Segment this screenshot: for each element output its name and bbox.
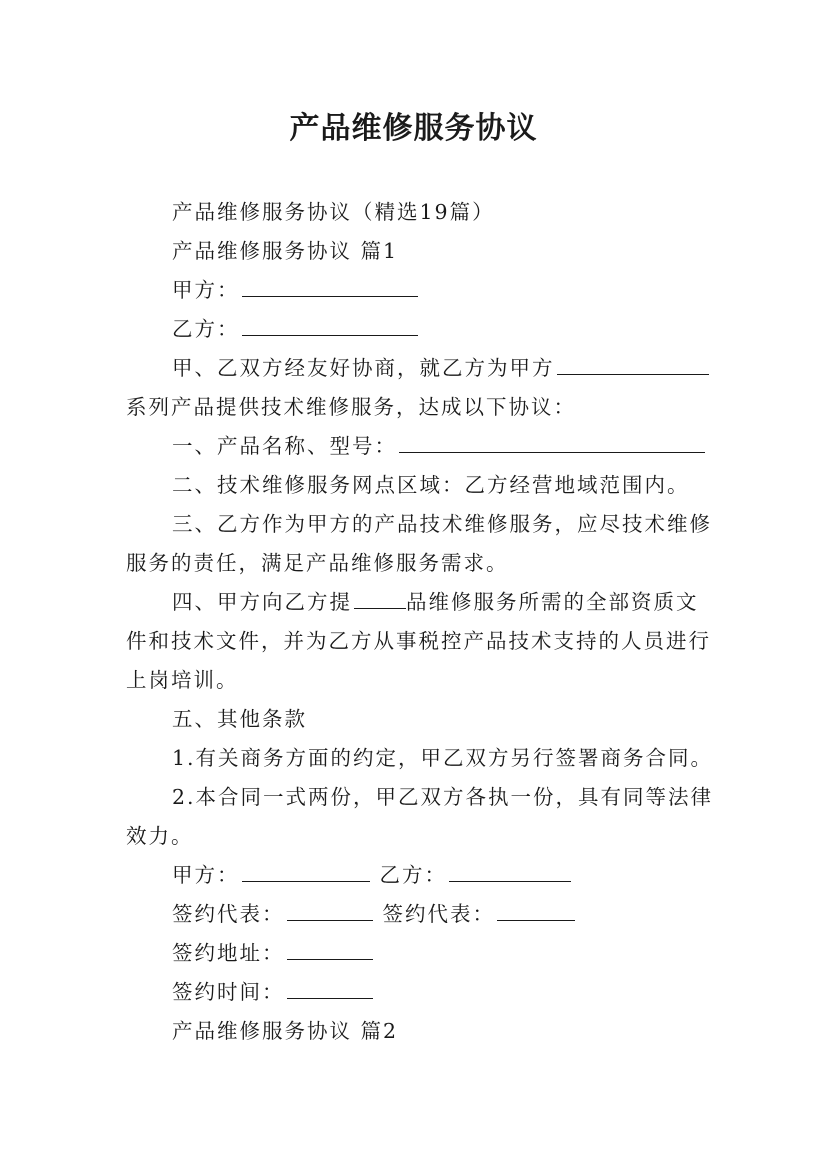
date-blank: [287, 978, 373, 999]
signature-rep-line: [172, 900, 575, 928]
clause-4-end: 上岗培训。: [126, 668, 239, 692]
clause-4-cont: 件和技术文件，并为乙方从事税控产品技术支持的人员进行: [126, 629, 711, 653]
clause-1-line: [172, 432, 705, 460]
clause-2: 二、技术维修服务网点区域：乙方经营地域范围内。: [172, 473, 690, 497]
signature-parties-line: [172, 861, 571, 889]
date-label: 签约时间：: [172, 980, 285, 1004]
party-a-label: 甲方：: [172, 278, 240, 302]
clause-1-text: 一、产品名称、型号：: [172, 434, 397, 458]
address-blank: [287, 939, 373, 960]
section-heading: 产品维修服务协议 篇2: [172, 1019, 399, 1043]
section-heading: 产品维修服务协议 篇1: [172, 239, 399, 263]
rep-b-label: 签约代表：: [382, 902, 495, 926]
party-a-blank: [242, 276, 418, 297]
clause-5-item-1: 1.有关商务方面的约定，甲乙双方另行签署商务合同。: [172, 746, 714, 770]
paragraph-line: [172, 354, 709, 382]
party-a-line: [172, 276, 418, 304]
clause-5: 五、其他条款: [172, 707, 307, 731]
clause-4-text: 四、甲方向乙方提: [172, 590, 352, 614]
clause-4-text-cont: 品维修服务所需的全部资质文: [406, 590, 699, 614]
paragraph-text: 甲、乙双方经友好协商，就乙方为甲方: [172, 356, 555, 380]
party-b-line: [172, 315, 418, 343]
sign-party-b-blank: [449, 861, 571, 882]
party-b-blank: [242, 315, 418, 336]
rep-a-blank: [287, 900, 373, 921]
rep-a-label: 签约代表：: [172, 902, 285, 926]
clause-5-item-2: 2.本合同一式两份，甲乙双方各执一份，具有同等法律: [172, 785, 714, 809]
product-blank: [557, 354, 709, 375]
signature-address-line: [172, 939, 373, 967]
clause-4-line: [172, 588, 699, 616]
sign-party-b-label: 乙方：: [379, 863, 447, 887]
rep-b-blank: [497, 900, 575, 921]
model-blank: [399, 432, 705, 453]
paragraph-line: 系列产品提供技术维修服务，达成以下协议：: [126, 395, 576, 419]
clause-3-cont: 服务的责任，满足产品维修服务需求。: [126, 551, 509, 575]
clause-3: 三、乙方作为甲方的产品技术维修服务，应尽技术维修: [172, 512, 712, 536]
sign-party-a-label: 甲方：: [172, 863, 240, 887]
clause-5-item-2-cont: 效力。: [126, 824, 194, 848]
sign-party-a-blank: [242, 861, 370, 882]
document-subtitle: 产品维修服务协议（精选19篇）: [172, 200, 495, 224]
signature-date-line: [172, 978, 373, 1006]
document-title: 产品维修服务协议: [289, 111, 538, 146]
address-label: 签约地址：: [172, 941, 285, 965]
party-b-label: 乙方：: [172, 317, 240, 341]
clause-4-blank: [354, 588, 406, 609]
